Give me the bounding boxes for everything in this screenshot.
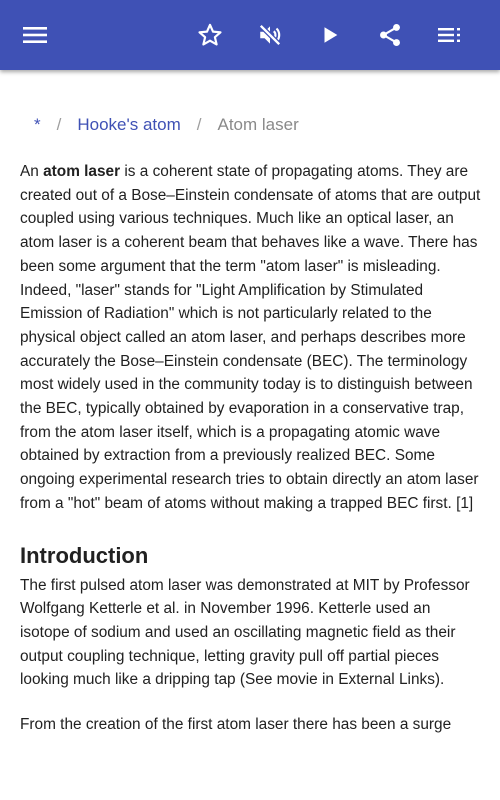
breadcrumb-parent-link[interactable]: Hooke's atom — [77, 115, 181, 134]
article-term: atom laser — [43, 163, 121, 180]
share-button[interactable] — [365, 0, 415, 70]
star-outline-icon — [197, 22, 223, 48]
intro-prefix: An — [20, 163, 39, 180]
breadcrumb-separator: / — [196, 115, 202, 134]
play-button[interactable] — [305, 0, 355, 70]
intro-paragraph — [20, 160, 482, 516]
menu-button[interactable] — [10, 0, 60, 70]
playlist-icon — [437, 25, 463, 45]
contents-button[interactable] — [425, 0, 475, 70]
share-icon — [377, 22, 403, 48]
section-paragraph: The first pulsed atom laser was demonstrated at MIT by Professor Wolfgang Ketterle et al. in November 1996. Ketterle used an isotope of sodium and used an oscillating magnetic field as their output coupling technique, letting gravity pull off partial pieces looking much like a dripping tap (See movie in External Links). — [20, 576, 470, 689]
section-paragraph: From the creation of the first atom laser there has been a surge — [20, 716, 452, 734]
favorite-button[interactable] — [185, 0, 235, 70]
intro-text: is a coherent state of propagating atoms. They are created out of a Bose–Einstein condensate of atoms that are output coupled using various techniques. Much like an optical laser, an atom laser is a coherent beam that behaves like a wave. There has been some argument that the term "atom laser" is misleading. Indeed, "laser" stands for "Light Amplification by Stimulated Emission of Radiation" which is not particularly related to the physical object called an atom laser, and perhaps describes more accurately the Bose–Einstein condensate (BEC). The terminology most widely used in the community today is to distinguish between the BEC, typically obtained by evaporation in a conservative trap, from the atom laser itself, which is a propagating atomic wave obtained by extraction from a previously realized BEC. Some ongoing experimental research tries to obtain directly an atom laser from a "hot" beam of atoms without making a trapped BEC first. — [20, 163, 481, 512]
breadcrumb — [34, 114, 299, 136]
article-view[interactable] — [0, 70, 500, 800]
article-body — [20, 160, 482, 737]
section-heading: Introduction — [20, 542, 149, 568]
menu-icon — [22, 25, 48, 45]
citation-link[interactable]: [1] — [456, 494, 474, 512]
breadcrumb-separator: / — [56, 115, 62, 134]
mute-button[interactable] — [245, 0, 295, 70]
play-icon — [319, 24, 341, 46]
breadcrumb-home-link[interactable]: * — [34, 115, 41, 134]
volume-off-icon — [257, 22, 283, 48]
app-toolbar — [0, 0, 500, 70]
breadcrumb-current: Atom laser — [217, 115, 299, 134]
